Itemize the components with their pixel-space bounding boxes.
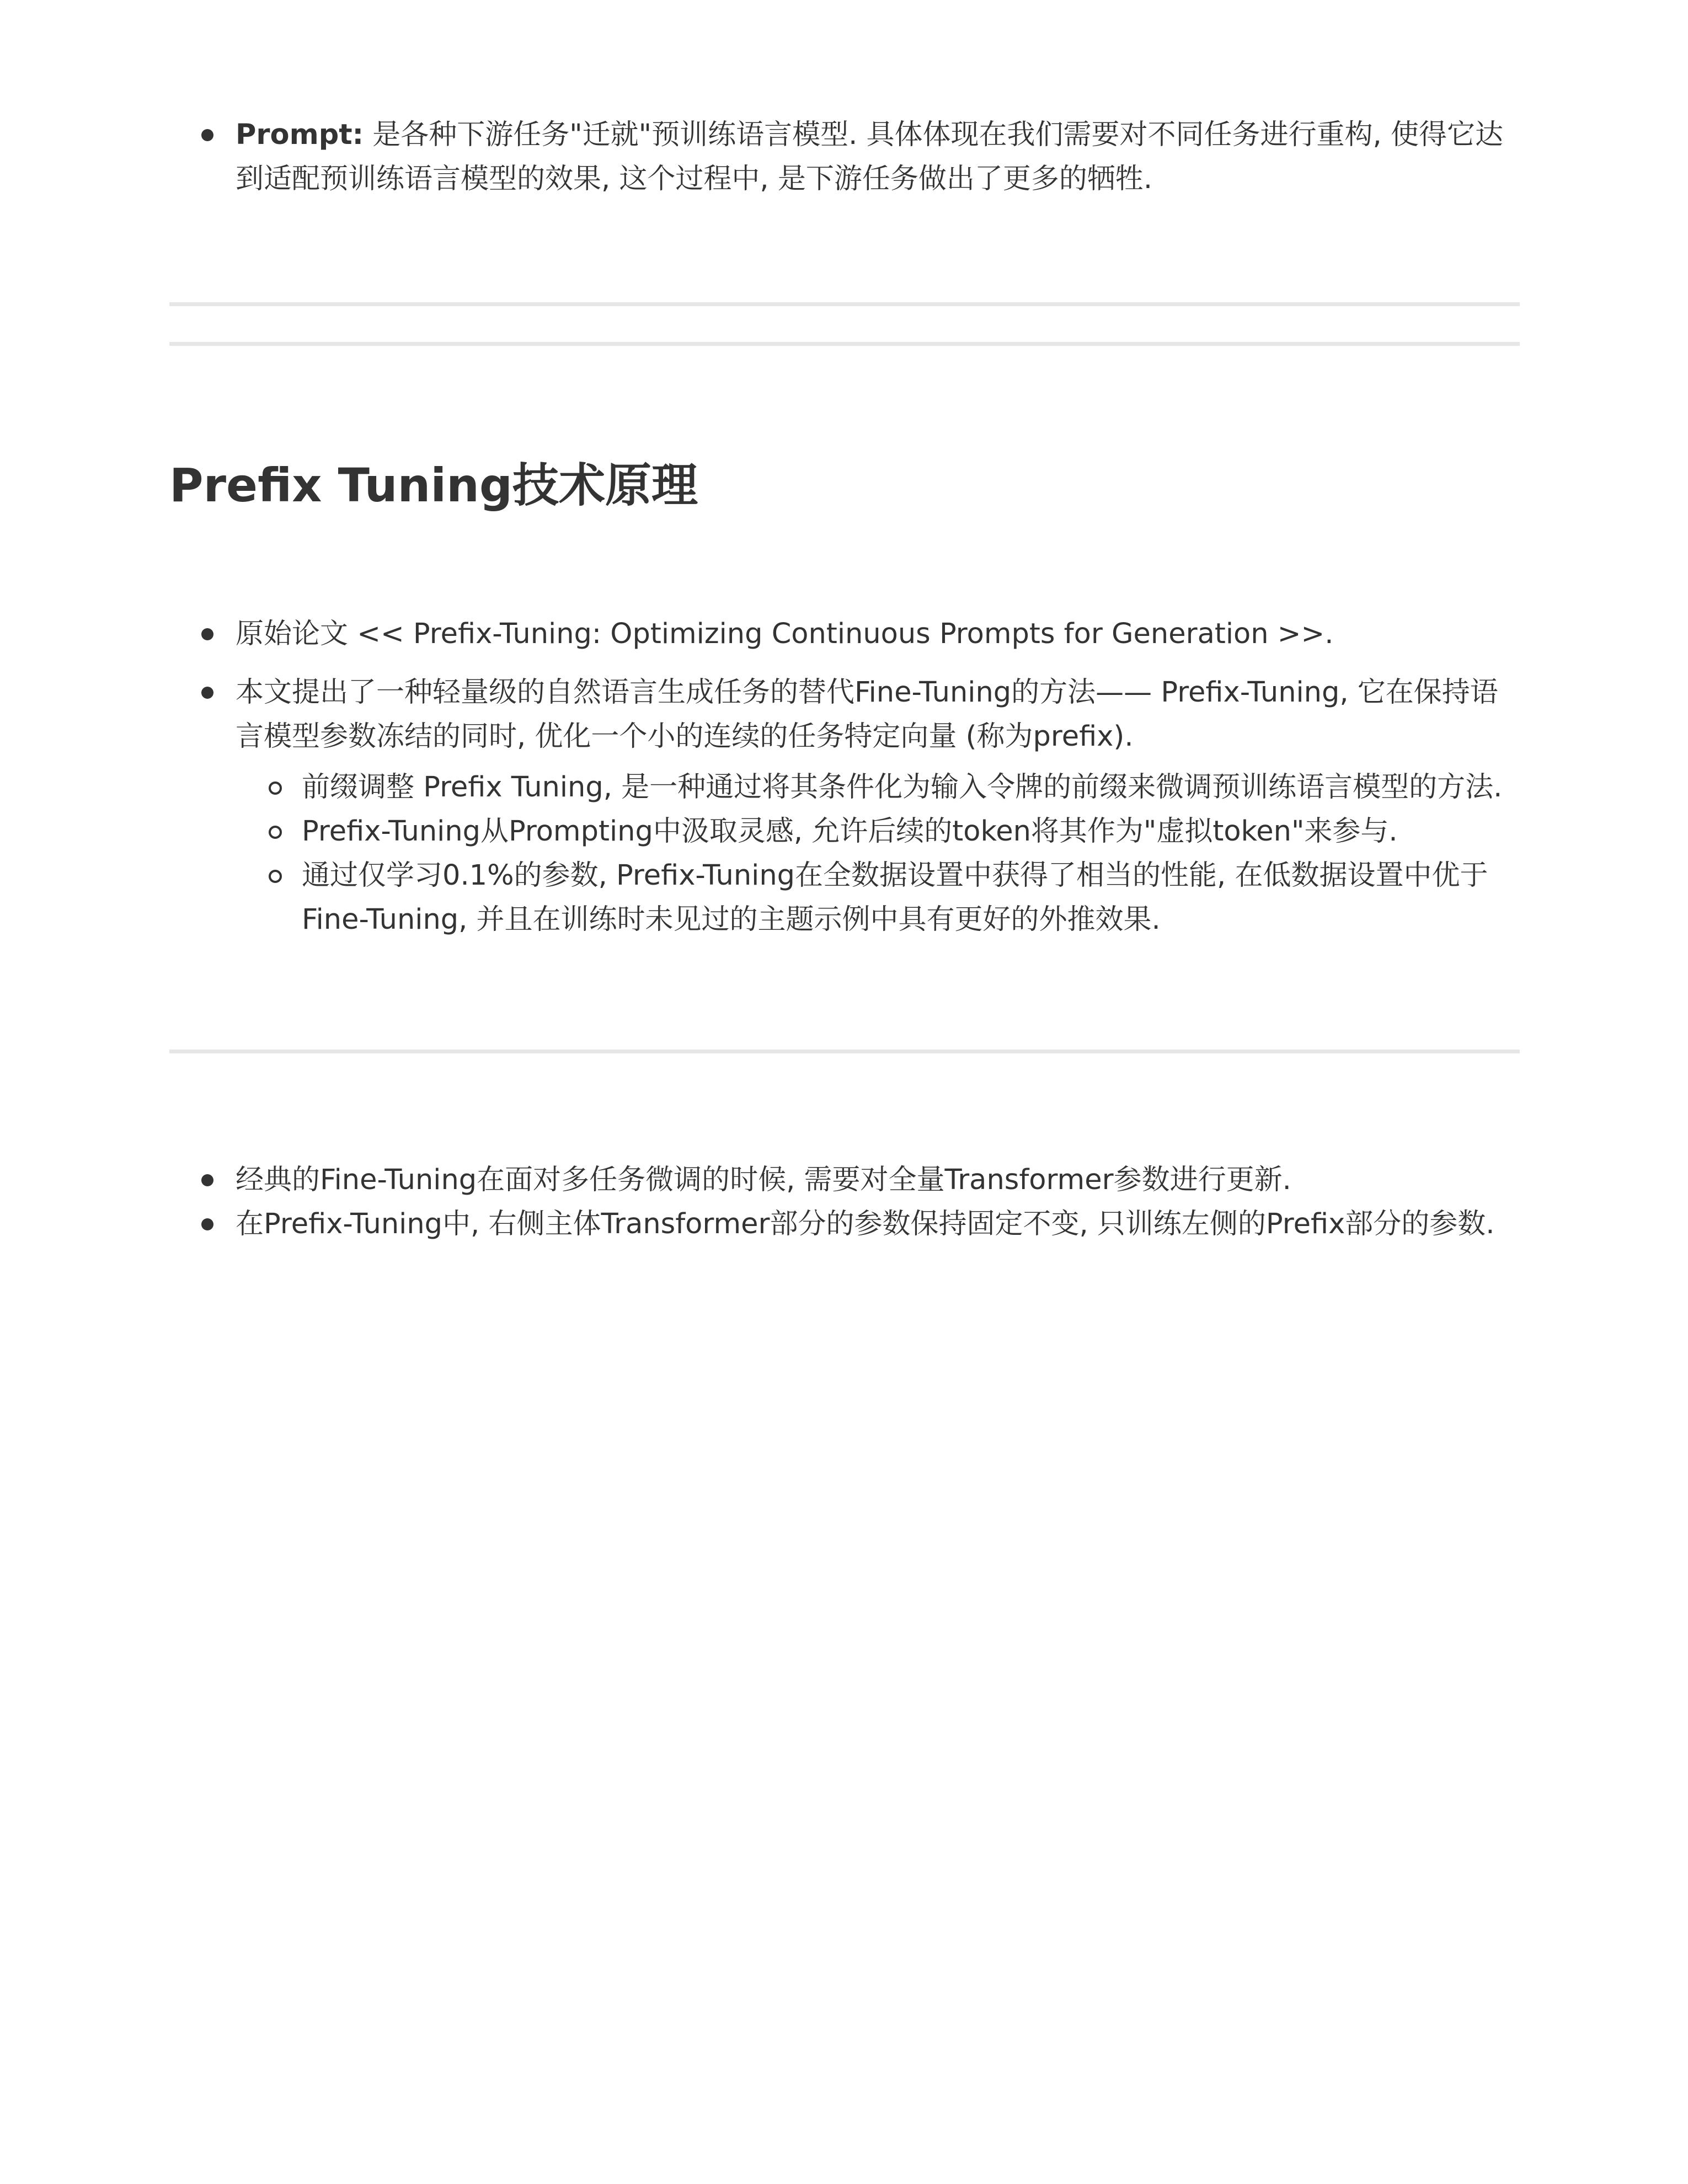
nested-list-item: Prefix-Tuning从Prompting中汲取灵感, 允许后续的token将其作为"虚拟token"来参与. <box>236 810 1520 854</box>
list-item: 原始论文 << Prefix-Tuning: Optimizing Continuous Prompts for Generation >>. <box>169 612 1520 656</box>
horizontal-rule <box>169 302 1520 306</box>
list-item: 经典的Fine-Tuning在面对多任务微调的时候, 需要对全量Transformer参数进行更新. <box>169 1158 1520 1202</box>
section-bullet-list <box>169 612 1520 942</box>
horizontal-rule <box>169 342 1520 346</box>
nested-list-item: 通过仅学习0.1%的参数, Prefix-Tuning在全数据设置中获得了相当的性能, 在低数据设置中优于Fine-Tuning, 并且在训练时未见过的主题示例中具有更好的外推效果. <box>236 854 1520 942</box>
list-item <box>169 113 1520 201</box>
horizontal-rule <box>169 1050 1520 1053</box>
bottom-bullet-list <box>169 1158 1520 1246</box>
top-bullet-list <box>169 113 1520 201</box>
prompt-description: 是各种下游任务"迁就"预训练语言模型. 具体体现在我们需要对不同任务进行重构, 使得它达到适配预训练语言模型的效果, 这个过程中, 是下游任务做出了更多的牺牲. <box>236 119 1503 195</box>
nested-list <box>236 766 1520 942</box>
nested-list-item: 前缀调整 Prefix Tuning, 是一种通过将其条件化为输入令牌的前缀来微调预训练语言模型的方法. <box>236 766 1520 810</box>
list-item-text: 本文提出了一种轻量级的自然语言生成任务的替代Fine-Tuning的方法—— Prefix-Tuning, 它在保持语言模型参数冻结的同时, 优化一个小的连续的任务特定向量 (称为prefix). <box>236 676 1498 753</box>
list-item: 在Prefix-Tuning中, 右侧主体Transformer部分的参数保持固定不变, 只训练左侧的Prefix部分的参数. <box>169 1202 1520 1246</box>
list-item <box>169 671 1520 942</box>
section-heading: Prefix Tuning技术原理 <box>169 458 698 512</box>
prompt-term: Prompt: <box>236 119 364 151</box>
